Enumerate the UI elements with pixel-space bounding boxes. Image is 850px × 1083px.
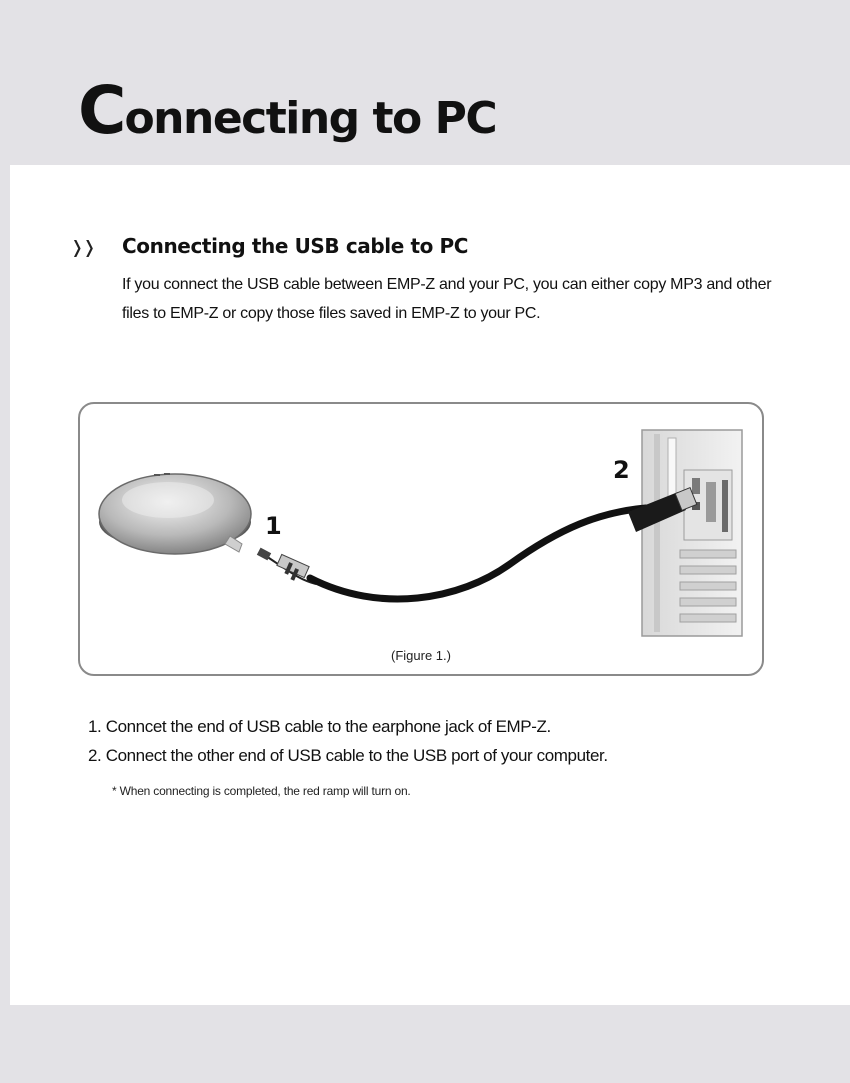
step-item: 2. Connect the other end of USB cable to the USB port of your computer. bbox=[88, 746, 608, 765]
footer-band bbox=[0, 1005, 850, 1083]
figure-caption: (Figure 1.) bbox=[391, 648, 451, 663]
note-text: * When connecting is completed, the red ramp will turn on. bbox=[112, 784, 411, 798]
section-body: If you connect the USB cable between EMP-Z and your PC, you can either copy MP3 and other files to EMP-Z or copy those files saved in EMP-Z to your PC. bbox=[122, 276, 772, 322]
figure-frame bbox=[78, 402, 764, 676]
section-heading: Connecting the USB cable to PC bbox=[122, 234, 469, 258]
pc-tower-icon bbox=[642, 430, 742, 636]
figure-illustration bbox=[80, 404, 762, 674]
callout-2: 2 bbox=[613, 456, 630, 484]
callout-1: 1 bbox=[265, 512, 282, 540]
section-marker-icon: ❭❭ bbox=[70, 238, 95, 258]
mp3-player-icon bbox=[99, 473, 251, 554]
usb-cable-icon bbox=[257, 488, 697, 599]
page-title-rest: onnecting to PC bbox=[124, 93, 497, 144]
page-title bbox=[78, 72, 496, 149]
steps-list bbox=[88, 712, 608, 770]
step-item: 1. Conncet the end of USB cable to the earphone jack of EMP-Z. bbox=[88, 717, 551, 736]
page-title-initial: C bbox=[78, 72, 125, 149]
